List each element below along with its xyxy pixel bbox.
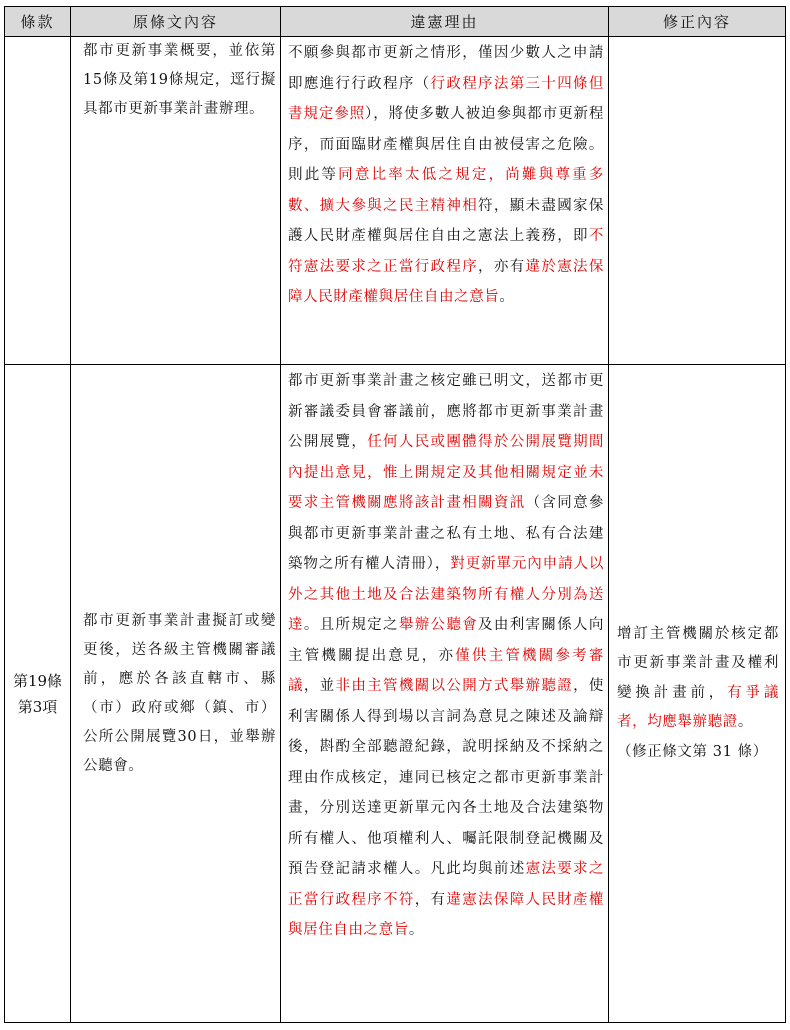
- original-cell: [71, 365, 281, 1023]
- clause-cell: [5, 365, 71, 1023]
- table-row: [5, 365, 786, 1023]
- amendment-text: 增訂主管機關於核定都市更新事業計畫及權利變換計畫前，有爭議者，均應舉辦聽證。: [617, 625, 779, 731]
- header-reason: 違憲理由: [281, 7, 609, 37]
- reason-text: 都市更新事業計畫之核定雖已明文，送都市更新審議委員會審議前，應將都市更新事業計畫公開展覽，任何人民或團體得於公開展覽期間內提出意見，惟上開規定及其他相關規定並未要求主管機關應將該計畫相關資訊（含同意參與都市更新事業計畫之私有土地、私有合法建築物之所有權人清冊），對更新單元內申請人以外之其他土地及合法建築物所有權人分別為送達。且所規定之舉辦公聽會及由利害關係人向主管機關提出意見，亦僅供主管機關參考審議，並非由主管機關以公開方式舉辦聽證，使利害關係人得到場以言詞為意見之陳述及論辯後，斟酌全部聽證紀錄，說明採納及不採納之理由作成核定，連同已核定之都市更新事業計畫，分別送達更新單元內各土地及合法建築物所有權人、他項權利人、囑託限制登記機關及預告登記請求權人。凡此均與前述憲法要求之正當行政程序不符，有違憲法保障人民財產權與居住自由之意旨。: [288, 373, 605, 938]
- original-cell: [71, 37, 281, 365]
- clause-cell: [5, 37, 71, 365]
- clause-paragraph: 第3項: [17, 697, 58, 716]
- amendment-note: （修正條文第 31 條）: [617, 743, 768, 760]
- table-row: [5, 37, 786, 365]
- original-text: 都市更新事業概要，並依第15條及第19條規定，逕行擬具都市更新事業計畫辦理。: [83, 43, 276, 117]
- amendment-cell: [609, 37, 786, 365]
- reason-cell: [281, 365, 609, 1023]
- clause-article: 第19條: [12, 671, 63, 690]
- document-table: [4, 6, 786, 1023]
- amendment-cell: [609, 365, 786, 1023]
- header-original: 原條文內容: [71, 7, 281, 37]
- reason-cell: [281, 37, 609, 365]
- header-amendment: 修正內容: [609, 7, 786, 37]
- header-row: [5, 7, 786, 37]
- header-clause: 條款: [5, 7, 71, 37]
- original-text: 都市更新事業計畫擬訂或變更後，送各級主管機關審議前，應於各該直轄市、縣（市）政府或鄉（鎮、市）公所公開展覽30日，並舉辦公聽會。: [83, 612, 276, 774]
- reason-text: 不願參與都市更新之情形，僅因少數人之申請即應進行行政程序（行政程序法第三十四條但書規定參照），將使多數人被迫參與都市更新程序，而面臨財產權與居住自由被侵害之危險。則此等同意比率太低之規定，尚難與尊重多數、擴大參與之民主精神相符，顯未盡國家保護人民財產權與居住自由之憲法上義務，即不符憲法要求之正當行政程序，亦有違於憲法保障人民財產權與居住自由之意旨。: [288, 45, 605, 305]
